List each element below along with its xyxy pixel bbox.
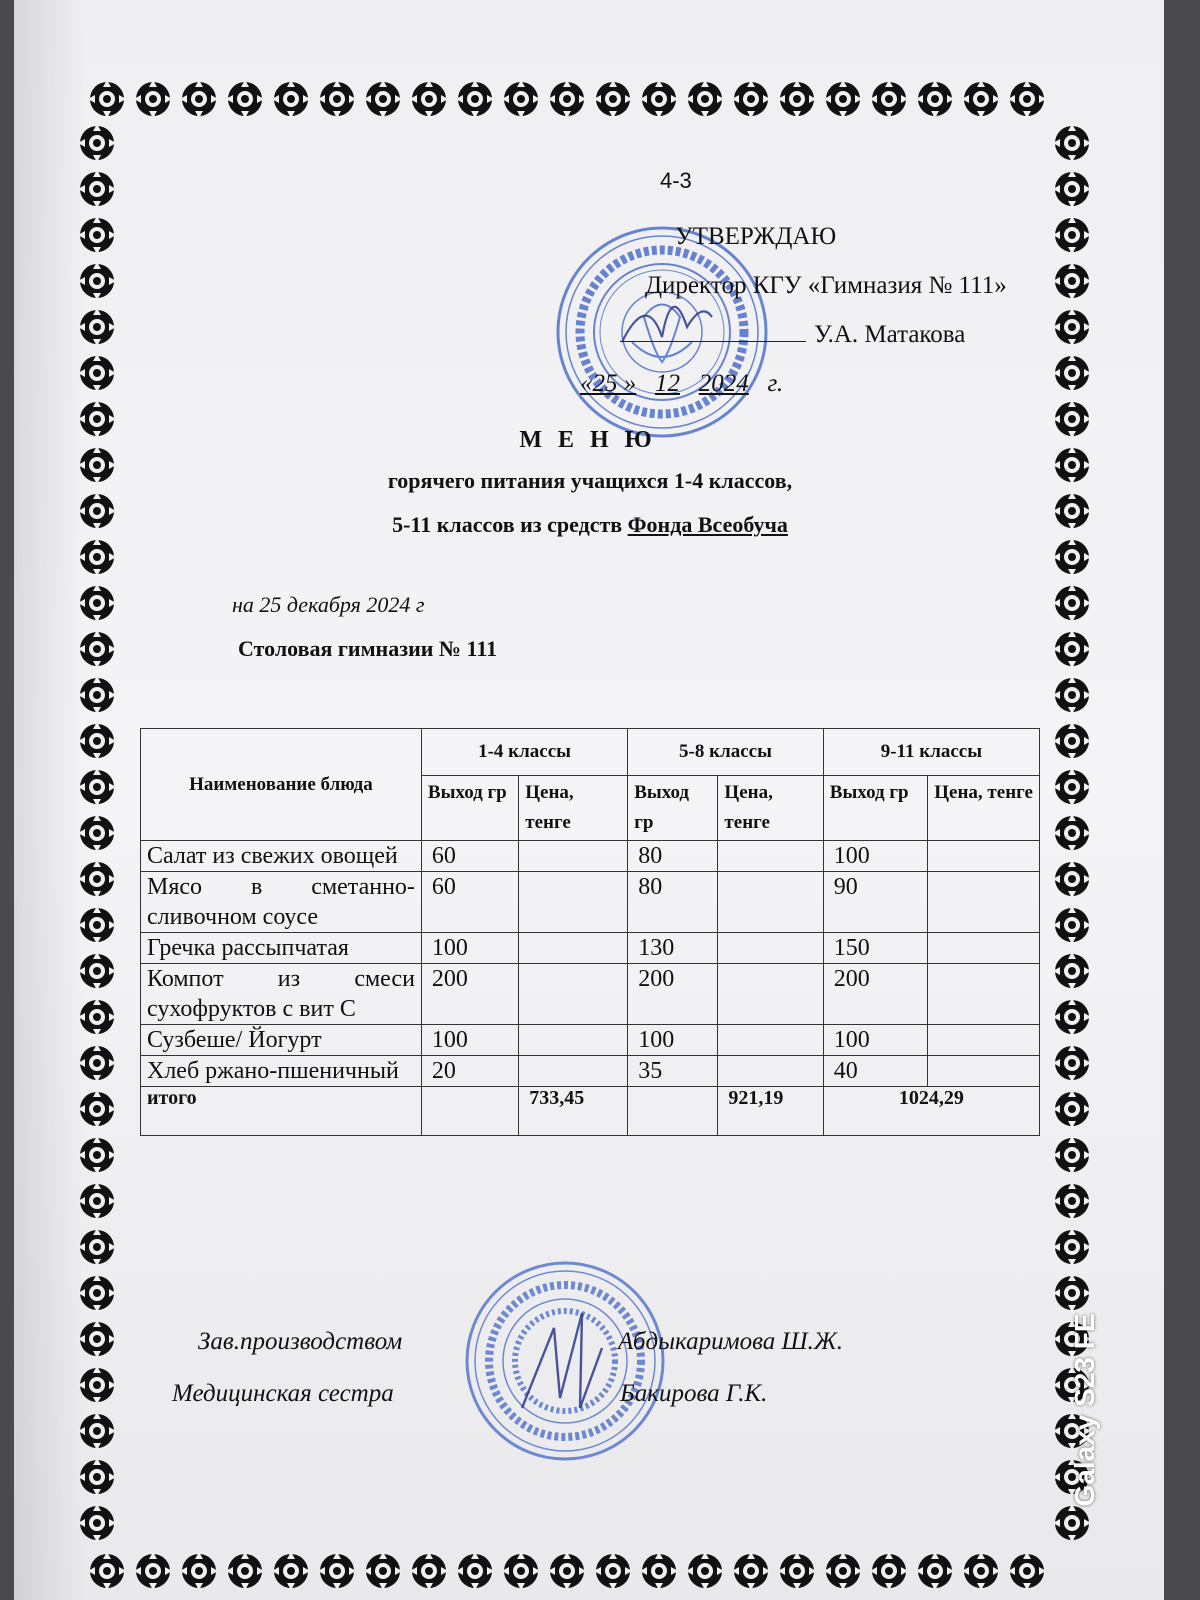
role-nurse: Медицинская сестра: [172, 1380, 394, 1407]
yield-9-11: 200: [823, 964, 927, 1025]
approval-block: [580, 212, 1007, 408]
ornament-tile-icon: [74, 902, 120, 948]
price-9-11: [928, 872, 1040, 933]
yield-1-4: 60: [421, 872, 518, 933]
camera-watermark-text: Galaxy S23 FE: [1069, 1313, 1100, 1507]
ornament-tile-icon: [452, 1548, 498, 1594]
yield-1-4: 60: [421, 841, 518, 872]
price-9-11: [928, 1056, 1040, 1087]
approval-day: «25 »: [580, 370, 637, 397]
price-1-4: [519, 872, 628, 933]
ornament-tile-icon: [1049, 764, 1095, 810]
price-9-11: [928, 1025, 1040, 1056]
subheader-yield-1: Выход гр: [421, 776, 518, 841]
ornament-tile-icon: [314, 1548, 360, 1594]
ornament-tile-icon: [84, 76, 130, 122]
ornament-tile-icon: [636, 1548, 682, 1594]
ornament-tile-icon: [682, 76, 728, 122]
table-row: [141, 1056, 1040, 1087]
ornament-border-top: [84, 76, 1050, 122]
menu-date: на 25 декабря 2024 г: [232, 592, 425, 617]
header-group-9-11: 9-11 классы: [823, 729, 1039, 776]
ornament-tile-icon: [590, 1548, 636, 1594]
ornament-tile-icon: [406, 1548, 452, 1594]
ornament-tile-icon: [360, 1548, 406, 1594]
ornament-tile-icon: [222, 1548, 268, 1594]
ornament-tile-icon: [74, 810, 120, 856]
role-production-head: Зав.производством: [198, 1328, 403, 1355]
ornament-tile-icon: [74, 534, 120, 580]
price-9-11: [928, 841, 1040, 872]
ornament-border-left: [74, 120, 120, 1546]
ornament-tile-icon: [74, 718, 120, 764]
ornament-tile-icon: [1049, 994, 1095, 1040]
camera-watermark: [1060, 1290, 1110, 1530]
table-row: [141, 964, 1040, 1025]
ornament-tile-icon: [1049, 1224, 1095, 1270]
price-1-4: [519, 1025, 628, 1056]
ornament-tile-icon: [912, 76, 958, 122]
ornament-tile-icon: [774, 1548, 820, 1594]
total-9-11: 1024,29: [823, 1087, 1039, 1136]
fund-name: Фонда Всеобуча: [627, 512, 788, 537]
ornament-tile-icon: [1049, 672, 1095, 718]
document-title: М Е Н Ю: [519, 427, 657, 453]
approver-position: Директор КГУ «Гимназия № 111»: [645, 272, 1007, 299]
ornament-tile-icon: [130, 76, 176, 122]
yield-1-4: 200: [421, 964, 518, 1025]
ornament-tile-icon: [74, 212, 120, 258]
header-group-1-4: 1-4 классы: [421, 729, 627, 776]
yield-5-8: 130: [628, 933, 718, 964]
yield-9-11: 40: [823, 1056, 927, 1087]
ornament-tile-icon: [1049, 1178, 1095, 1224]
header-group-5-8: 5-8 классы: [628, 729, 824, 776]
dish-name: Мясо в сметанно-сливочном соусе: [141, 872, 422, 933]
approval-year-suffix: г.: [767, 370, 784, 397]
price-1-4: [519, 933, 628, 964]
ornament-tile-icon: [314, 76, 360, 122]
ornament-tile-icon: [498, 1548, 544, 1594]
header-dish-name: Наименование блюда: [141, 729, 422, 841]
menu-table-body: [141, 841, 1040, 1087]
ornament-tile-icon: [1049, 120, 1095, 166]
ornament-tile-icon: [866, 1548, 912, 1594]
yield-1-4: 100: [421, 933, 518, 964]
ornament-tile-icon: [1004, 1548, 1050, 1594]
price-5-8: [718, 872, 823, 933]
ornament-tile-icon: [74, 1454, 120, 1500]
ornament-tile-icon: [130, 1548, 176, 1594]
ornament-tile-icon: [452, 76, 498, 122]
ornament-tile-icon: [74, 1270, 120, 1316]
ornament-tile-icon: [958, 76, 1004, 122]
ornament-tile-icon: [1049, 1086, 1095, 1132]
ornament-tile-icon: [1049, 258, 1095, 304]
ornament-tile-icon: [1049, 810, 1095, 856]
subheader-yield-3: Выход гр: [823, 776, 927, 841]
ornament-tile-icon: [1049, 948, 1095, 994]
document-subtitle-2: [0, 512, 1190, 538]
ornament-tile-icon: [176, 76, 222, 122]
ornament-tile-icon: [1049, 1132, 1095, 1178]
ornament-tile-icon: [912, 1548, 958, 1594]
ornament-tile-icon: [728, 76, 774, 122]
dish-name: Хлеб ржано-пшеничный: [141, 1056, 422, 1087]
ornament-tile-icon: [74, 1224, 120, 1270]
price-5-8: [718, 933, 823, 964]
price-9-11: [928, 933, 1040, 964]
total-label: итого: [141, 1087, 422, 1136]
ornament-tile-icon: [728, 1548, 774, 1594]
yield-9-11: 100: [823, 841, 927, 872]
approver-signature-line: [620, 310, 1007, 359]
signature-line: [620, 321, 806, 342]
ornament-tile-icon: [820, 1548, 866, 1594]
approval-month: 12: [655, 370, 680, 397]
price-9-11: [928, 964, 1040, 1025]
ornament-tile-icon: [1049, 304, 1095, 350]
ornament-tile-icon: [74, 350, 120, 396]
ornament-tile-icon: [590, 76, 636, 122]
total-5-8: 921,19: [718, 1087, 823, 1136]
ornament-tile-icon: [74, 764, 120, 810]
price-1-4: [519, 841, 628, 872]
table-row: [141, 1025, 1040, 1056]
ornament-tile-icon: [176, 1548, 222, 1594]
ornament-tile-icon: [1049, 534, 1095, 580]
yield-5-8: 80: [628, 841, 718, 872]
ornament-tile-icon: [74, 580, 120, 626]
ornament-tile-icon: [74, 1132, 120, 1178]
ornament-tile-icon: [682, 1548, 728, 1594]
name-nurse: Бакирова Г.К.: [620, 1380, 768, 1407]
ornament-tile-icon: [84, 1548, 130, 1594]
ornament-tile-icon: [222, 76, 268, 122]
menu-table: [140, 728, 1040, 1136]
document-code: 4-3: [660, 168, 692, 193]
ornament-tile-icon: [74, 258, 120, 304]
ornament-tile-icon: [1049, 350, 1095, 396]
document-subtitle-1: горячего питания учащихся 1-4 классов,: [387, 468, 793, 493]
total-1-4: 733,45: [519, 1087, 628, 1136]
ornament-border-bottom: [84, 1548, 1050, 1594]
yield-1-4: 100: [421, 1025, 518, 1056]
ornament-tile-icon: [74, 304, 120, 350]
ornament-tile-icon: [1004, 76, 1050, 122]
ornament-tile-icon: [544, 76, 590, 122]
canteen-name: Столовая гимназии № 111: [238, 636, 498, 661]
total-row: [141, 1087, 1040, 1136]
name-production-head: Абдыкаримова Ш.Ж.: [618, 1328, 843, 1355]
ornament-tile-icon: [544, 1548, 590, 1594]
ornament-tile-icon: [74, 1408, 120, 1454]
price-1-4: [519, 1056, 628, 1087]
dish-name: Сузбеше/ Йогурт: [141, 1025, 422, 1056]
table-row: [141, 933, 1040, 964]
yield-5-8: 35: [628, 1056, 718, 1087]
ornament-tile-icon: [360, 76, 406, 122]
total-empty-2: [628, 1087, 718, 1136]
ornament-tile-icon: [74, 994, 120, 1040]
subheader-price-2: Цена, тенге: [718, 776, 823, 841]
ornament-tile-icon: [1049, 580, 1095, 626]
ornament-tile-icon: [1049, 212, 1095, 258]
price-5-8: [718, 1056, 823, 1087]
yield-9-11: 150: [823, 933, 927, 964]
yield-9-11: 100: [823, 1025, 927, 1056]
ornament-tile-icon: [74, 1500, 120, 1546]
approval-year: 2024: [698, 370, 749, 397]
ornament-tile-icon: [74, 1086, 120, 1132]
price-5-8: [718, 841, 823, 872]
ornament-tile-icon: [74, 948, 120, 994]
yield-5-8: 200: [628, 964, 718, 1025]
subheader-yield-2: Выход гр: [628, 776, 718, 841]
ornament-tile-icon: [1049, 1040, 1095, 1086]
ornament-tile-icon: [1049, 856, 1095, 902]
ornament-tile-icon: [74, 1316, 120, 1362]
ornament-tile-icon: [406, 76, 452, 122]
price-5-8: [718, 1025, 823, 1056]
total-empty-1: [421, 1087, 518, 1136]
price-1-4: [519, 964, 628, 1025]
ornament-tile-icon: [1049, 166, 1095, 212]
yield-5-8: 80: [628, 872, 718, 933]
price-5-8: [718, 964, 823, 1025]
subheader-price-3: Цена, тенге: [928, 776, 1040, 841]
dish-name: Компот из смеси сухофруктов с вит С: [141, 964, 422, 1025]
ornament-tile-icon: [74, 1178, 120, 1224]
ornament-tile-icon: [74, 626, 120, 672]
ornament-tile-icon: [636, 76, 682, 122]
dish-name: Салат из свежих овощей: [141, 841, 422, 872]
ornament-tile-icon: [774, 76, 820, 122]
ornament-tile-icon: [268, 76, 314, 122]
yield-1-4: 20: [421, 1056, 518, 1087]
ornament-tile-icon: [74, 672, 120, 718]
ornament-tile-icon: [1049, 902, 1095, 948]
dish-name: Гречка рассыпчатая: [141, 933, 422, 964]
approve-word: УТВЕРЖДАЮ: [675, 223, 837, 250]
yield-9-11: 90: [823, 872, 927, 933]
ornament-tile-icon: [958, 1548, 1004, 1594]
ornament-tile-icon: [866, 76, 912, 122]
ornament-tile-icon: [74, 166, 120, 212]
ornament-tile-icon: [1049, 626, 1095, 672]
ornament-tile-icon: [268, 1548, 314, 1594]
ornament-tile-icon: [74, 1362, 120, 1408]
ornament-tile-icon: [1049, 718, 1095, 764]
subheader-price-1: Цена, тенге: [519, 776, 628, 841]
yield-5-8: 100: [628, 1025, 718, 1056]
approval-date: [580, 359, 1007, 408]
subtitle-2-prefix: 5-11 классов из средств: [392, 512, 628, 537]
ornament-tile-icon: [74, 120, 120, 166]
approver-name: У.А. Матакова: [814, 321, 966, 348]
table-row: [141, 841, 1040, 872]
ornament-tile-icon: [498, 76, 544, 122]
ornament-tile-icon: [74, 856, 120, 902]
ornament-tile-icon: [74, 1040, 120, 1086]
table-row: [141, 872, 1040, 933]
ornament-tile-icon: [820, 76, 866, 122]
